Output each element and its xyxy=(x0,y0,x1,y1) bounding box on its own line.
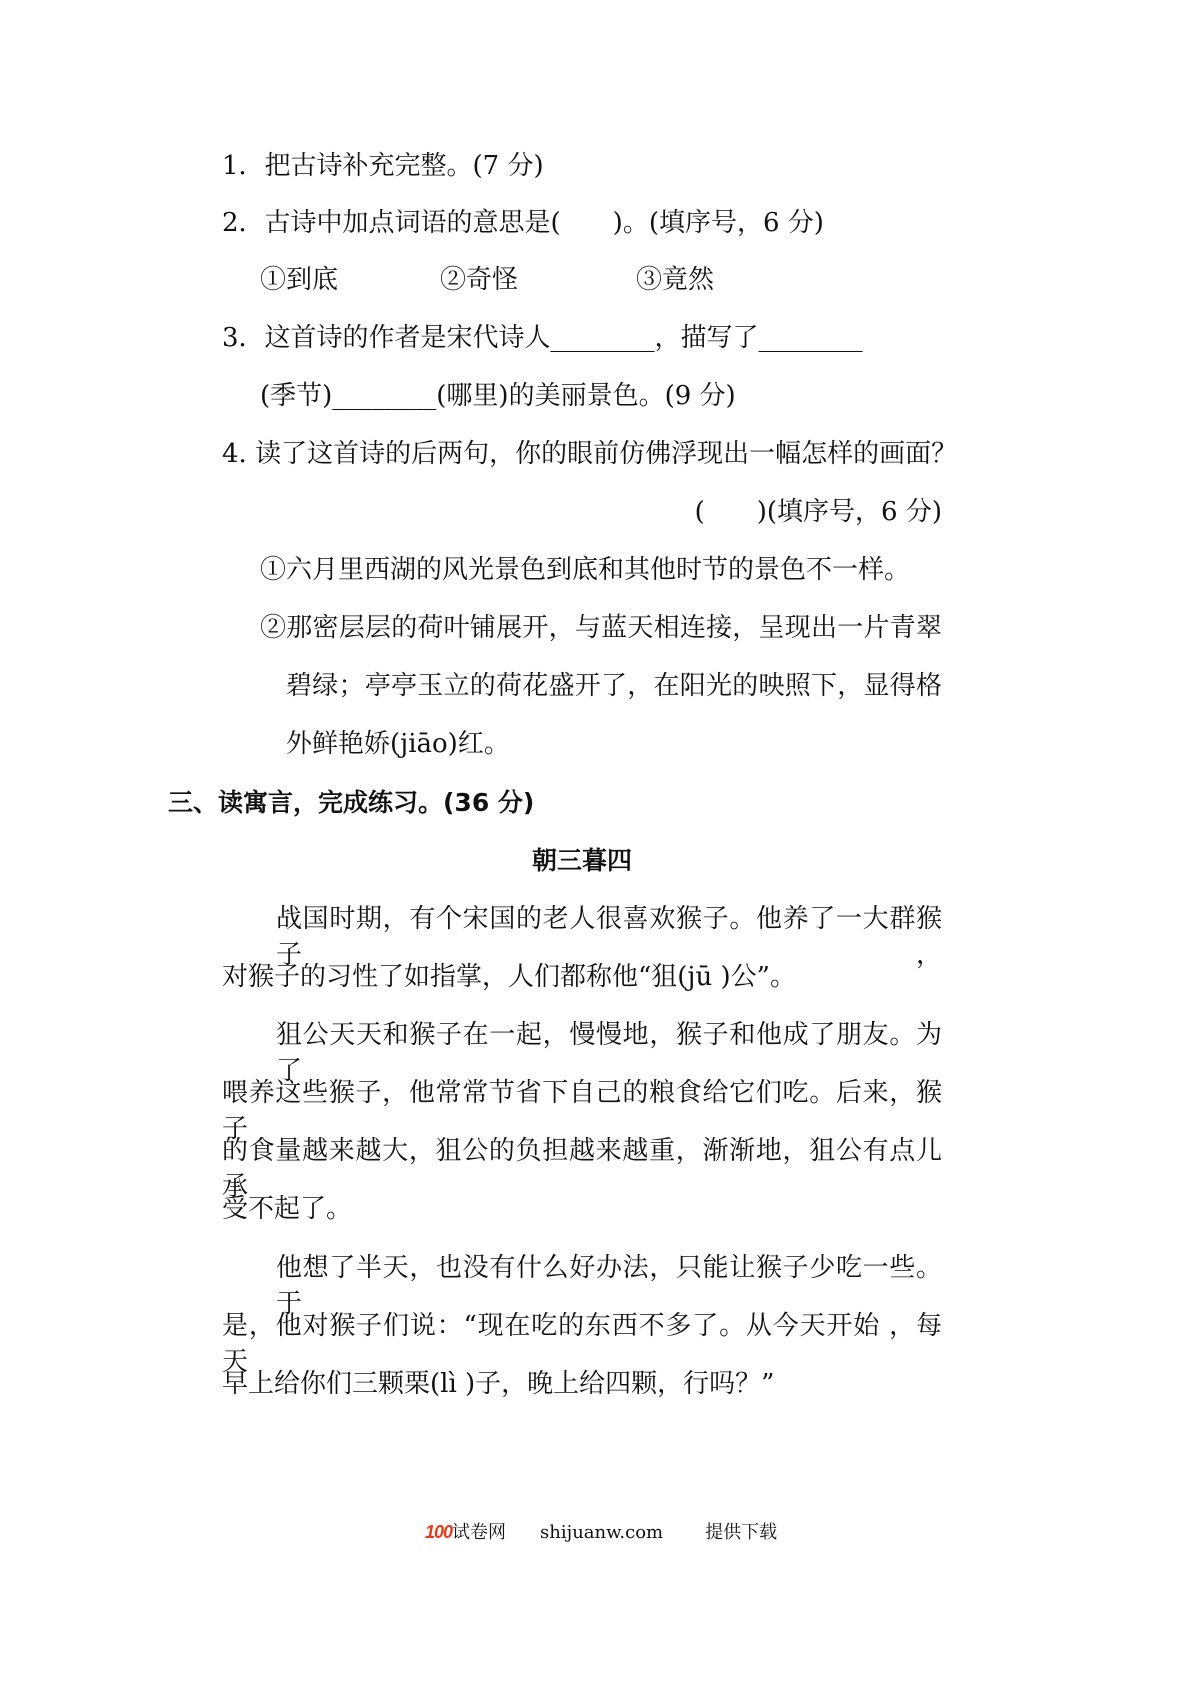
site-url[interactable]: shijuanw.com xyxy=(540,1522,664,1543)
story-paragraph-2-line-3: 的食量越来越大，狙公的负担越来越重，渐渐地，狙公有点儿承 xyxy=(222,1136,942,1202)
story-paragraph-3-line-3: 早上给你们三颗栗(lì )子，晚上给四颗，行吗？” xyxy=(222,1369,775,1399)
question-1: 1．把古诗补充完整。(7 分) xyxy=(222,151,544,181)
site-name: 试卷网 xyxy=(452,1522,507,1543)
q2-option-3: ③竟然 xyxy=(636,265,715,295)
download-note: 提供下载 xyxy=(705,1522,778,1543)
story-paragraph-2-line-4: 受不起了。 xyxy=(222,1194,353,1224)
story-paragraph-1-line-1: 战国时期，有个宋国的老人很喜欢猴子。他养了一大群猴子， xyxy=(276,904,942,970)
story-paragraph-2-line-2: 喂养这些猴子，他常常节省下自己的粮食给它们吃。后来，猴子 xyxy=(222,1078,942,1144)
page-footer xyxy=(425,1520,777,1545)
q4-option-1: ①六月里西湖的风光景色到底和其他时节的景色不一样。 xyxy=(260,555,911,585)
story-paragraph-2-line-1: 狙公天天和猴子在一起，慢慢地，猴子和他成了朋友。为了 xyxy=(276,1020,942,1086)
q4-option-2-line-3: 外鲜艳娇(jiāo)红。 xyxy=(286,729,510,759)
question-4: 4. 读了这首诗的后两句，你的眼前仿佛浮现出一幅怎样的画面？ xyxy=(222,439,958,469)
question-3-line-2: (季节)________(哪里)的美丽景色。(9 分) xyxy=(260,381,736,411)
section-3-heading: 三、读寓言，完成练习。(36 分) xyxy=(168,788,535,817)
story-title: 朝三暮四 xyxy=(531,846,632,875)
q4-option-2-line-1: ②那密层层的荷叶铺展开，与蓝天相连接，呈现出一片青翠 xyxy=(260,613,942,643)
story-paragraph-1-line-2: 对猴子的习性了如指掌，人们都称他“狙(jū )公”。 xyxy=(222,962,796,992)
story-paragraph-3-line-2: 是，他对猴子们说：“现在吃的东西不多了。从今天开始 ，每天 xyxy=(222,1311,942,1377)
site-logo: 100 xyxy=(425,1522,453,1542)
question-4-answer-blank: ( )(填序号，6 分) xyxy=(694,497,942,527)
q2-option-2: ②奇怪 xyxy=(440,265,519,295)
q2-option-1: ①到底 xyxy=(260,265,339,295)
story-paragraph-3-line-1: 他想了半天，也没有什么好办法，只能让猴子少吃一些。于 xyxy=(276,1253,942,1319)
question-2: 2．古诗中加点词语的意思是( )。(填序号，6 分) xyxy=(222,208,824,238)
question-3-line-1: 3．这首诗的作者是宋代诗人________，描写了________ xyxy=(222,323,863,353)
q4-option-2-line-2: 碧绿；亭亭玉立的荷花盛开了，在阳光的映照下，显得格 xyxy=(286,671,942,701)
